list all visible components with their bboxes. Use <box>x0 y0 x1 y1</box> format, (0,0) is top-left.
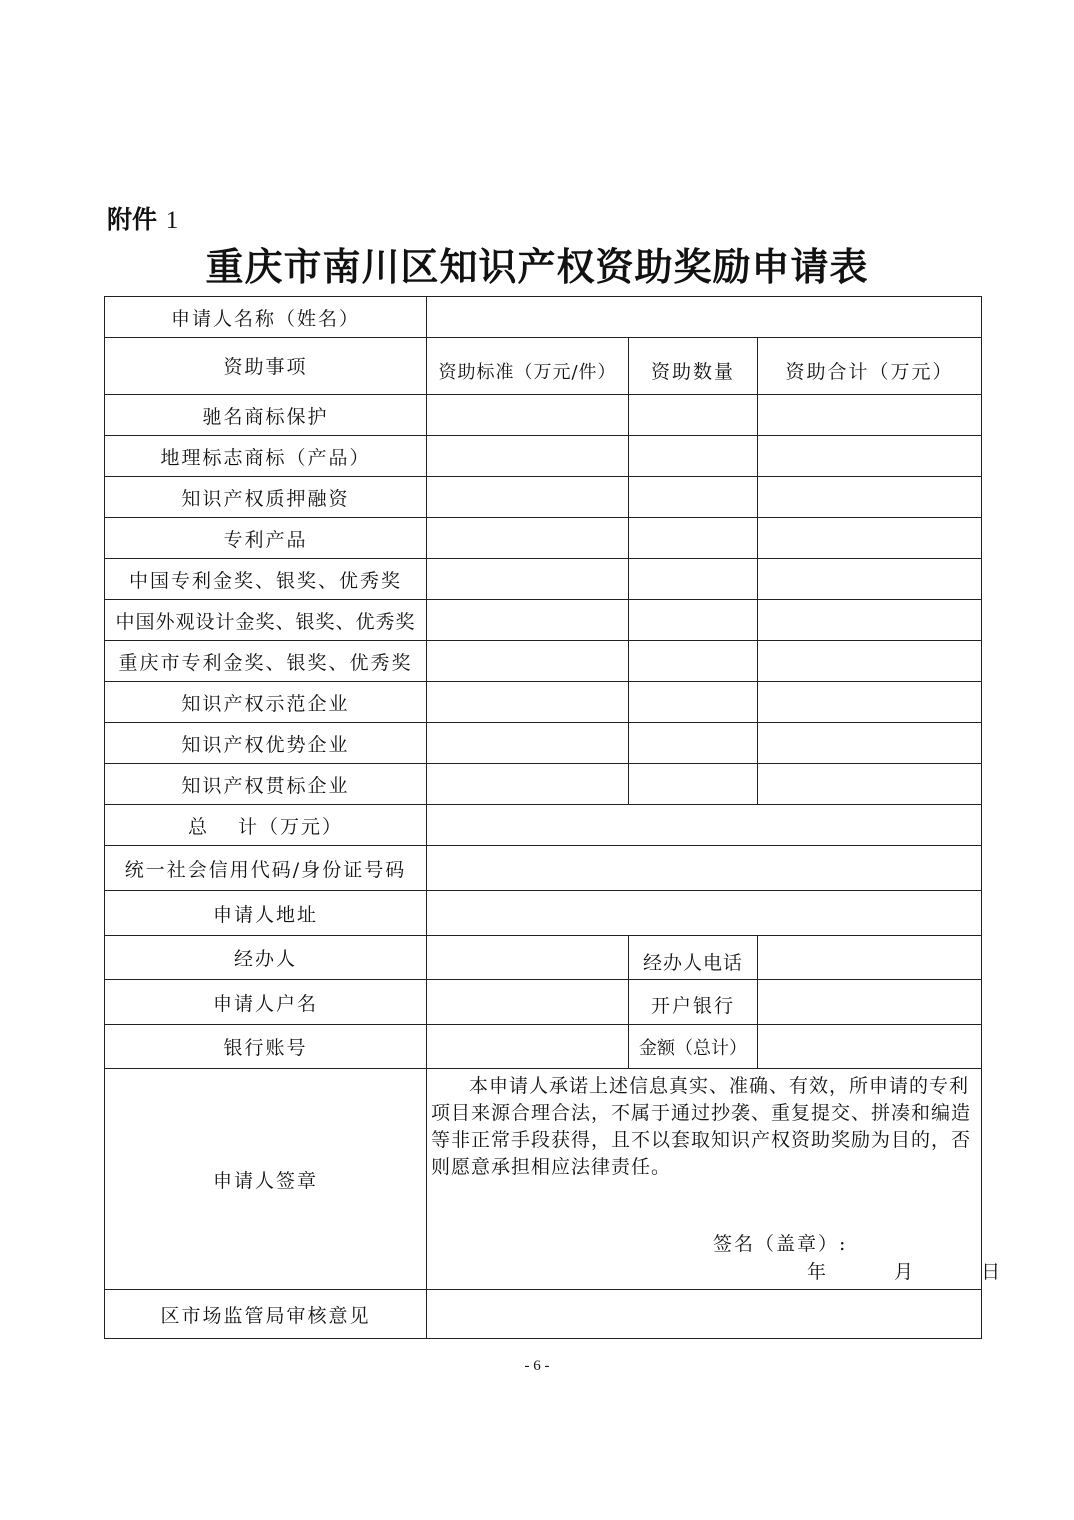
grand-total-field[interactable] <box>427 805 982 846</box>
row-signature <box>105 1069 982 1290</box>
sign-seal-label: 签名（盖章）: <box>713 1233 848 1255</box>
quantity-header: 资助数量 <box>629 338 758 395</box>
date-year: 年 <box>807 1261 829 1283</box>
grand-total-label: 总 计（万元） <box>105 805 427 846</box>
table-row <box>105 682 982 723</box>
standard-cell[interactable] <box>427 600 629 641</box>
row-grand-total <box>105 805 982 846</box>
form-title: 重庆市南川区知识产权资助奖励申请表 <box>205 244 869 289</box>
address-field[interactable] <box>427 891 982 936</box>
total-cell[interactable] <box>758 477 982 518</box>
application-form-table <box>104 296 1003 1339</box>
review-field[interactable] <box>427 1290 982 1339</box>
table-row <box>105 477 982 518</box>
quantity-cell[interactable] <box>629 641 758 682</box>
standard-cell[interactable] <box>427 559 629 600</box>
agent-phone-label: 经办人电话 <box>629 936 758 980</box>
amount-label: 金额（总计） <box>629 1025 758 1069</box>
row-account-name <box>105 980 982 1025</box>
total-header: 资助合计（万元） <box>758 338 982 395</box>
standard-cell[interactable] <box>427 641 629 682</box>
item-label: 中国外观设计金奖、银奖、优秀奖 <box>105 600 427 641</box>
quantity-cell[interactable] <box>629 436 758 477</box>
item-label: 知识产权贯标企业 <box>105 764 427 805</box>
standard-cell[interactable] <box>427 477 629 518</box>
agent-phone-field[interactable] <box>758 936 982 980</box>
standard-header: 资助标准（万元/件） <box>427 338 629 395</box>
attachment-label <box>107 200 178 236</box>
row-address <box>105 891 982 936</box>
table-row <box>105 764 982 805</box>
quantity-cell[interactable] <box>629 559 758 600</box>
total-cell[interactable] <box>758 559 982 600</box>
date-line <box>807 1257 1030 1284</box>
table-row <box>105 559 982 600</box>
item-label: 知识产权优势企业 <box>105 723 427 764</box>
item-label: 知识产权示范企业 <box>105 682 427 723</box>
account-no-label: 银行账号 <box>105 1025 427 1069</box>
row-header <box>105 338 982 395</box>
table-row <box>105 641 982 682</box>
total-cell[interactable] <box>758 600 982 641</box>
signature-area[interactable] <box>427 1069 1003 1290</box>
pledge-text: 本申请人承诺上述信息真实、准确、有效，所申请的专利项目来源合理合法，不属于通过抄袭、重复提交、拼凑和编造等非正常手段获得，且不以套取知识产权资助奖励为目的，否则愿意承担相应法律责任。 <box>431 1075 972 1178</box>
quantity-cell[interactable] <box>629 723 758 764</box>
standard-cell[interactable] <box>427 764 629 805</box>
quantity-cell[interactable] <box>629 477 758 518</box>
table-row <box>105 436 982 477</box>
row-applicant-name <box>105 297 982 338</box>
item-label: 重庆市专利金奖、银奖、优秀奖 <box>105 641 427 682</box>
attachment-number: 1 <box>165 207 179 234</box>
total-cell[interactable] <box>758 682 982 723</box>
total-cell[interactable] <box>758 436 982 477</box>
amount-field[interactable] <box>758 1025 982 1069</box>
item-label: 中国专利金奖、银奖、优秀奖 <box>105 559 427 600</box>
bank-field[interactable] <box>758 980 982 1025</box>
row-credit-code <box>105 846 982 891</box>
bank-label: 开户银行 <box>629 980 758 1025</box>
page-number: - 6 - <box>524 1358 550 1374</box>
applicant-name-label: 申请人名称（姓名） <box>105 297 427 338</box>
review-label: 区市场监管局审核意见 <box>105 1290 427 1339</box>
signature-label: 申请人签章 <box>105 1069 427 1290</box>
address-label: 申请人地址 <box>105 891 427 936</box>
standard-cell[interactable] <box>427 518 629 559</box>
table-row <box>105 518 982 559</box>
item-label: 驰名商标保护 <box>105 395 427 436</box>
total-cell[interactable] <box>758 518 982 559</box>
standard-cell[interactable] <box>427 395 629 436</box>
total-cell[interactable] <box>758 395 982 436</box>
agent-field[interactable] <box>427 936 629 980</box>
applicant-name-field[interactable] <box>427 297 982 338</box>
quantity-cell[interactable] <box>629 600 758 641</box>
date-month: 月 <box>894 1261 916 1283</box>
agent-label: 经办人 <box>105 936 427 980</box>
standard-cell[interactable] <box>427 436 629 477</box>
standard-cell[interactable] <box>427 682 629 723</box>
date-day: 日 <box>981 1261 1003 1283</box>
total-cell[interactable] <box>758 641 982 682</box>
item-label: 专利产品 <box>105 518 427 559</box>
table-row <box>105 600 982 641</box>
account-name-label: 申请人户名 <box>105 980 427 1025</box>
total-cell[interactable] <box>758 764 982 805</box>
quantity-cell[interactable] <box>629 682 758 723</box>
table-row <box>105 723 982 764</box>
quantity-cell[interactable] <box>629 764 758 805</box>
standard-cell[interactable] <box>427 723 629 764</box>
account-no-field[interactable] <box>427 1025 629 1069</box>
table-row <box>105 395 982 436</box>
row-account-no <box>105 1025 982 1069</box>
total-cell[interactable] <box>758 723 982 764</box>
quantity-cell[interactable] <box>629 395 758 436</box>
credit-code-field[interactable] <box>427 846 982 891</box>
row-review <box>105 1290 982 1339</box>
item-label: 知识产权质押融资 <box>105 477 427 518</box>
item-label: 地理标志商标（产品） <box>105 436 427 477</box>
account-name-field[interactable] <box>427 980 629 1025</box>
quantity-cell[interactable] <box>629 518 758 559</box>
row-agent <box>105 936 982 980</box>
funding-item-header: 资助事项 <box>105 338 427 395</box>
attachment-text: 附件 <box>107 205 158 234</box>
credit-code-label: 统一社会信用代码/身份证号码 <box>105 846 427 891</box>
